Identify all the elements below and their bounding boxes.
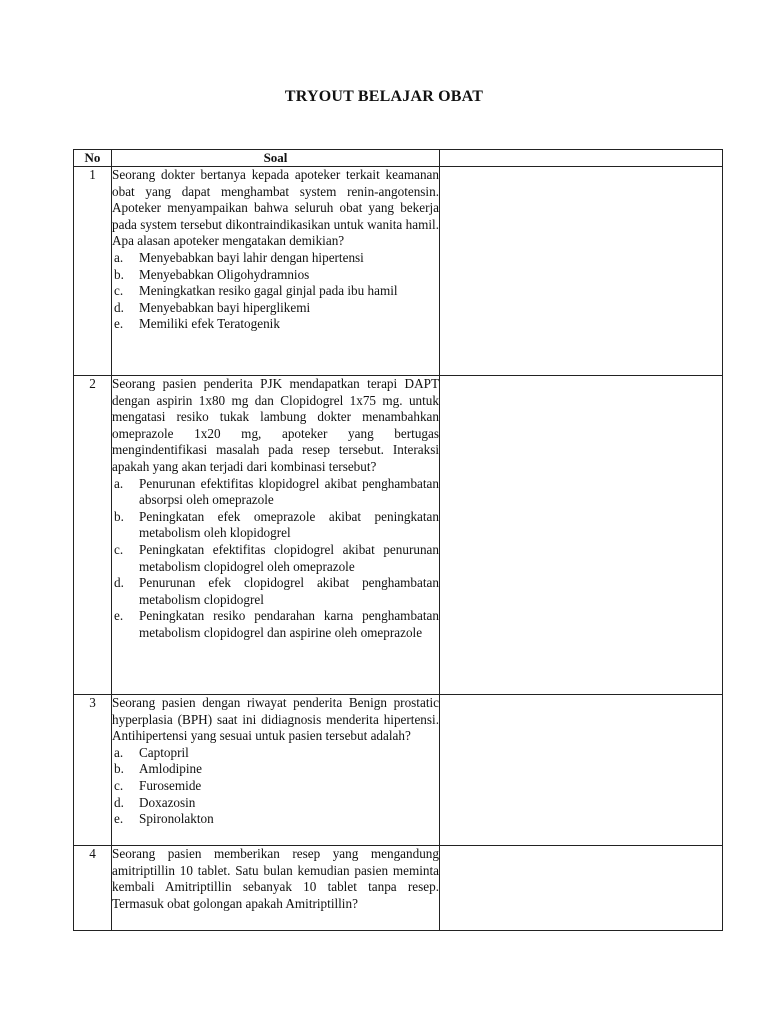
table-row: [74, 376, 723, 695]
answer-cell: [440, 695, 723, 846]
option-letter: b.: [114, 508, 124, 524]
option-letter: b.: [114, 761, 124, 777]
answer-cell: [440, 376, 723, 695]
header-soal: Soal: [112, 150, 440, 167]
option-letter: c.: [114, 541, 124, 557]
page-title: TRYOUT BELAJAR OBAT: [284, 88, 484, 105]
option-text: Menyebabkan bayi lahir dengan hipertensi: [139, 249, 364, 265]
option-item: [112, 250, 439, 267]
option-letter: a.: [114, 744, 124, 760]
option-item: [112, 283, 439, 300]
option-item: [112, 476, 439, 509]
option-letter: d.: [114, 575, 124, 591]
option-item: [112, 745, 439, 762]
answer-cell: [440, 846, 723, 931]
option-text: Meningkatkan resiko gagal ginjal pada ibu hamil: [139, 283, 398, 299]
table-row: [74, 695, 723, 846]
option-item: [112, 300, 439, 317]
option-item: [112, 267, 439, 284]
option-text: Menyebabkan bayi hiperglikemi: [139, 299, 311, 315]
option-letter: e.: [114, 608, 124, 624]
option-list: [112, 250, 439, 333]
option-list: [112, 745, 439, 828]
question-text: Seorang pasien memberikan resep yang mengandung amitriptillin 10 tablet. Satu bulan kemudian pasien meminta kembali Amitriptillin sebanyak 10 tablet tanpa resep. Termasuk obat golongan apakah Amitriptillin?: [112, 846, 439, 911]
header-no: No: [74, 150, 112, 167]
option-text: Penurunan efek clopidogrel akibat penghambatan metabolism clopidogrel: [139, 575, 439, 607]
option-text: Amlodipine: [139, 761, 203, 777]
option-text: Doxazosin: [139, 794, 196, 810]
option-item: [112, 509, 439, 542]
option-text: Penurunan efektifitas klopidogrel akibat penghambatan absorpsi oleh omeprazole: [139, 475, 439, 508]
question-number: 4: [74, 846, 112, 931]
option-item: [112, 778, 439, 795]
option-letter: e.: [114, 811, 124, 827]
question-table: [73, 149, 723, 931]
question-cell: [112, 695, 440, 846]
question-text: Seorang pasien dengan riwayat penderita Benign prostatic hyperplasia (BPH) saat ini didiagnosis menderita hipertensi. Antihipertensi yang sesuai untuk pasien tersebut adalah?: [112, 695, 439, 744]
answer-cell: [440, 167, 723, 376]
option-item: [112, 811, 439, 828]
option-letter: c.: [114, 777, 124, 793]
option-text: Memiliki efek Teratogenik: [139, 316, 280, 332]
question-cell: [112, 846, 440, 931]
question-number: 2: [74, 376, 112, 695]
option-text: Peningkatan resiko pendarahan karna penghambatan metabolism clopidogrel dan aspirine oleh omeprazole: [139, 608, 439, 640]
option-item: [112, 761, 439, 778]
option-list: [112, 476, 439, 642]
option-item: [112, 542, 439, 575]
option-letter: c.: [114, 283, 124, 299]
option-text: Captopril: [139, 744, 189, 760]
option-text: Spironolakton: [139, 811, 214, 827]
table-header-row: [74, 150, 723, 167]
header-answer: [440, 150, 723, 167]
question-cell: [112, 167, 440, 376]
question-number: 1: [74, 167, 112, 376]
option-text: Furosemide: [139, 777, 202, 793]
option-letter: e.: [114, 316, 124, 332]
option-text: Menyebabkan Oligohydramnios: [139, 266, 310, 282]
question-text: Seorang pasien penderita PJK mendapatkan terapi DAPT dengan aspirin 1x80 mg dan Clopidogrel 1x75 mg. untuk mengatasi resiko tukak lambung dokter menambahkan omeprazole 1x20 mg, apoteker yang bertugas mengindentifikasi masalah pada resep tersebut. Interaksi apakah yang akan terjadi dari kombinasi tersebut?: [112, 376, 439, 474]
option-item: [112, 316, 439, 333]
option-letter: d.: [114, 299, 124, 315]
option-item: [112, 575, 439, 608]
option-item: [112, 608, 439, 641]
option-text: Peningkatan efektifitas clopidogrel akibat penurunan metabolism clopidogrel oleh omeprazole: [139, 541, 439, 574]
question-cell: [112, 376, 440, 695]
option-letter: d.: [114, 794, 124, 810]
table-row: [74, 167, 723, 376]
table-row: [74, 846, 723, 931]
question-text: Seorang dokter bertanya kepada apoteker terkait keamanan obat yang dapat menghambat system renin-angotensin. Apoteker menyampaikan bahwa seluruh obat yang bekerja pada system tersebut dikontraindikasikan untuk wanita hamil. Apa alasan apoteker mengatakan demikian?: [112, 167, 439, 249]
option-letter: a.: [114, 249, 124, 265]
option-letter: b.: [114, 266, 124, 282]
question-number: 3: [74, 695, 112, 846]
option-letter: a.: [114, 475, 124, 491]
option-item: [112, 795, 439, 812]
option-text: Peningkatan efek omeprazole akibat peningkatan metabolism oleh klopidogrel: [139, 508, 439, 541]
